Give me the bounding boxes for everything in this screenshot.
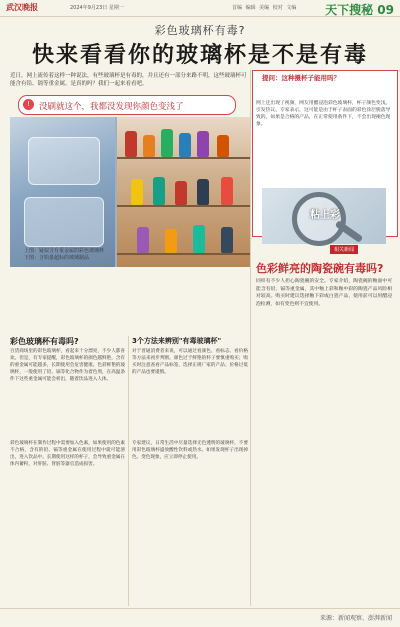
- bottle-icon: [217, 135, 229, 157]
- bottle-icon: [193, 225, 205, 253]
- shelf-line: [117, 205, 250, 207]
- body-column: 对于普通消费者来说，可以通过看颜色、看标志、看价格等方法来初步判断。颜色过于鲜艳的杯子要慎重购买；购买时注意查看产品标签，选择正规厂家的产品；价格过低的产品也要谨慎。: [132, 349, 248, 375]
- glassware-photo: [10, 117, 115, 267]
- article-headline: 快来看看你的玻璃杯是不是有毒: [31, 43, 368, 68]
- source-credit: 来源：新闻观察、澎湃新闻: [319, 615, 392, 622]
- bottle-icon: [197, 131, 209, 157]
- section-title: 天下搜秘 09: [325, 3, 394, 17]
- shelf-line: [117, 253, 250, 255]
- article-lead: 近日，网上流传着这样一种说法，有些玻璃杯是有毒的，并且还有一部分来路不明，这些玻璃杯可能含有铅、镉等重金属。是真的吗？我们一起来看看吧。: [10, 73, 247, 87]
- glass-cup-icon: [28, 137, 100, 185]
- photo-caption: 上图：疑似含有重金属的彩色玻璃杯: [24, 248, 105, 254]
- page-footer: [0, 608, 400, 627]
- bottle-icon: [143, 135, 155, 157]
- bottle-icon: [153, 177, 165, 205]
- magnifier-label: 粘上彩: [310, 210, 340, 221]
- article-kicker: 彩色玻璃杯有毒?: [154, 24, 246, 37]
- shelf-line: [117, 157, 250, 159]
- sidebar-text: 网上还出现了视频，网友用醋浸泡彩色玻璃杯，杯子颜色变浅，引发热议。专家表示，这可能是由于杯子表面的彩色涂层脱落导致的。如果是合格的产品，在正常使用条件下，不会出现褪色现象。: [256, 101, 391, 127]
- bottle-icon: [125, 131, 137, 157]
- magnifier-photo: [262, 188, 386, 244]
- bottle-icon: [165, 229, 177, 253]
- related-news-text: 同样有不少人担心陶瓷碗的安全。专家介绍，陶瓷碗的釉面中可能含有铅、镉等重金属，其中釉上彩和釉中彩的陶瓷产品风险相对较高。购买时建议选择釉下彩或白瓷产品，使用前可以用醋浸泡检测，如有变色则不宜使用。: [256, 279, 392, 307]
- column-divider: [250, 70, 251, 606]
- bottle-icon: [179, 133, 191, 157]
- newspaper-logo: 武汉晚报: [6, 3, 38, 12]
- bottle-icon: [197, 179, 209, 205]
- section-heading: 3个方法来辨别"有毒玻璃杯": [132, 337, 222, 345]
- bottle-icon: [175, 181, 187, 205]
- bottle-icon: [161, 129, 173, 157]
- column-divider: [128, 336, 129, 606]
- issue-date: 2024年9月23日 星期一: [70, 5, 124, 11]
- article-photos: [10, 117, 250, 267]
- body-column: 百货商场里的彩色玻璃杯，看起来十分漂亮，不少人都喜欢。但是，有专家提醒，彩色玻璃杯的颜色越鲜艳，含有的重金属可能越多，长期使用会危害健康。色彩鲜艳的玻璃杯，一般使用了铅、镉等化合物作为着色剂，在高温条件下这些重金属可能会析出，随着饮品进入人体。: [10, 349, 125, 382]
- staff-credits: 首编 编辑 美编 校对 文编: [232, 5, 297, 11]
- question-banner: [18, 95, 236, 115]
- bottle-icon: [221, 177, 233, 205]
- bottle-icon: [131, 179, 143, 205]
- bottle-icon: [137, 227, 149, 253]
- body-column: 彩色玻璃杯在制作过程中需要加入色素，如果使用的色素不合格，含有的铅、镉等重金属在使用过程中就可能溶出，进入饮品中。长期使用这样的杯子，会导致重金属在体内蓄积，对肝脏、肾脏等器官造成损害。: [10, 441, 125, 467]
- sidebar-title: 提问：这种摄杯子能用吗？: [262, 74, 340, 82]
- question-text: 没刷就这个，我都没发现你颜色变浅了: [39, 102, 184, 112]
- bottle-icon: [221, 227, 233, 253]
- store-shelf-photo: [117, 117, 250, 267]
- glass-cup-icon: [24, 197, 104, 247]
- photo-caption: 下图：含铅量超标的玻璃制品: [24, 255, 90, 261]
- related-news-title: 色彩鲜亮的陶瓷碗有毒吗?: [256, 262, 384, 275]
- related-news-tag: 相关新闻: [330, 245, 358, 254]
- section-heading: 彩色玻璃杯有毒吗?: [10, 337, 79, 346]
- masthead: [0, 0, 400, 17]
- warning-icon: !: [23, 99, 34, 110]
- body-column: 专家建议，日常生活中尽量选择无色透明的玻璃杯，不要用彩色玻璃杯盛放酸性饮料或热水。如果发现杯子出现掉色、变色现象，应立即停止使用。: [132, 441, 248, 460]
